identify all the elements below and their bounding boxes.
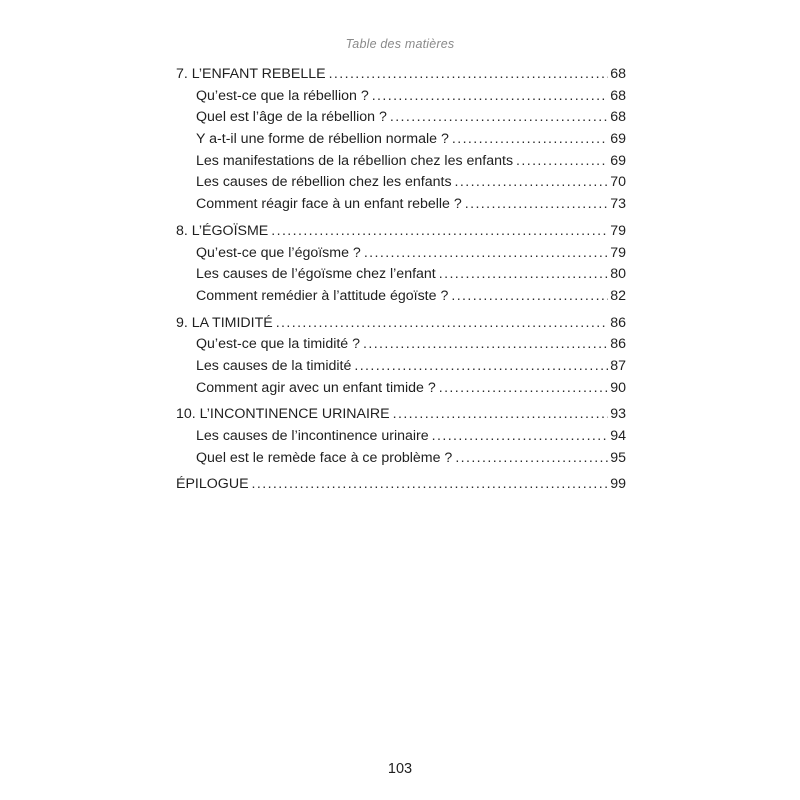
toc-entry-row[interactable]: [176, 264, 626, 286]
dot-leader: [390, 107, 608, 129]
dot-leader: [439, 378, 608, 400]
toc-entry-row[interactable]: [176, 286, 626, 308]
toc-section-chapter-10: [176, 404, 626, 469]
entry-title: Qu’est-ce que la timidité ?: [196, 336, 361, 353]
toc-chapter-row[interactable]: [176, 313, 626, 335]
dot-leader: [452, 129, 608, 151]
dot-leader: [393, 404, 609, 426]
dot-leader: [354, 356, 608, 378]
dot-leader: [276, 313, 609, 335]
page-number: 90: [610, 379, 626, 396]
toc-entry-row[interactable]: [176, 172, 626, 194]
page-number: 79: [610, 222, 626, 239]
toc-chapter-row[interactable]: [176, 404, 626, 426]
toc-entry-row[interactable]: [176, 378, 626, 400]
chapter-title: 9. LA TIMIDITÉ: [176, 314, 273, 331]
entry-title: Les manifestations de la rébellion chez les enfants: [196, 152, 514, 169]
toc-entry-row[interactable]: [176, 194, 626, 216]
entry-title: Les causes de l’incontinence urinaire: [196, 428, 429, 444]
page-number: 68: [610, 109, 626, 126]
dot-leader: [363, 334, 608, 356]
toc-section-epilogue: [176, 474, 626, 496]
entry-title: Les causes de l’égoïsme chez l’enfant: [196, 266, 436, 283]
running-header: Table des matières: [345, 37, 455, 51]
entry-title: Comment remédier à l’attitude égoïste ?: [196, 287, 449, 304]
dot-leader: [516, 151, 608, 173]
page-number: 95: [610, 449, 626, 466]
entry-title: Les causes de la timidité: [196, 357, 352, 374]
dot-leader: [364, 243, 608, 265]
entry-title: Comment réagir face à un enfant rebelle ?: [196, 196, 462, 213]
entry-title: Qu’est-ce que la rébellion ?: [196, 87, 369, 104]
page-number: 99: [610, 476, 626, 493]
toc-entry-row[interactable]: [176, 129, 626, 151]
entry-title: Comment agir avec un enfant timide ?: [196, 379, 436, 396]
dot-leader: [455, 172, 609, 194]
toc-entry-row[interactable]: [176, 107, 626, 129]
page-number: 73: [610, 196, 626, 213]
page-number: 87: [610, 357, 626, 374]
page-number: 69: [610, 131, 626, 148]
entry-title: Quel est le remède face à ce problème ?: [196, 449, 453, 466]
chapter-title: 10. L’INCONTINENCE URINAIRE: [176, 406, 390, 423]
toc-entry-row[interactable]: [176, 334, 626, 356]
entry-title: Qu’est-ce que l’égoïsme ?: [196, 244, 361, 261]
toc-entry-row[interactable]: [176, 86, 626, 108]
chapter-title: ÉPILOGUE: [176, 476, 249, 493]
page-number: 93: [610, 406, 626, 423]
dot-leader: [271, 221, 608, 243]
toc-section-chapter-9: [176, 313, 626, 400]
dot-leader: [329, 64, 609, 86]
toc-section-chapter-8: [176, 221, 626, 308]
page-number: 68: [610, 66, 626, 82]
dot-leader: [455, 448, 608, 470]
chapter-title: 7. L’ENFANT REBELLE: [176, 66, 326, 82]
page-number: 94: [610, 428, 626, 444]
entry-title: Quel est l’âge de la rébellion ?: [196, 109, 387, 126]
page-number: 70: [610, 174, 626, 191]
page-number-footer: 103: [387, 761, 413, 777]
page-number: 69: [610, 152, 626, 169]
dot-leader: [432, 426, 609, 448]
toc-section-chapter-7: [176, 64, 626, 216]
dot-leader: [252, 474, 609, 496]
entry-title: Y a-t-il une forme de rébellion normale ?: [196, 131, 449, 148]
dot-leader: [451, 286, 608, 308]
dot-leader: [465, 194, 608, 216]
toc-entry-row[interactable]: [176, 426, 626, 448]
entry-title: Les causes de rébellion chez les enfants: [196, 174, 452, 191]
toc-entry-row[interactable]: [176, 151, 626, 173]
toc-chapter-row[interactable]: [176, 221, 626, 243]
toc-chapter-row[interactable]: [176, 64, 626, 86]
dot-leader: [439, 264, 608, 286]
page-number: 82: [610, 287, 626, 304]
chapter-title: 8. L’ÉGOÏSME: [176, 222, 269, 239]
toc-entry-row[interactable]: [176, 243, 626, 265]
toc-entry-row[interactable]: [176, 356, 626, 378]
toc-entry-row[interactable]: [176, 448, 626, 470]
page-number: 80: [610, 266, 626, 283]
page-number: 86: [610, 314, 626, 331]
page-number: 68: [610, 87, 626, 104]
table-of-contents: [176, 64, 626, 496]
page-number: 79: [610, 244, 626, 261]
toc-chapter-row[interactable]: [176, 474, 626, 496]
dot-leader: [372, 86, 609, 108]
page-number: 86: [610, 336, 626, 353]
